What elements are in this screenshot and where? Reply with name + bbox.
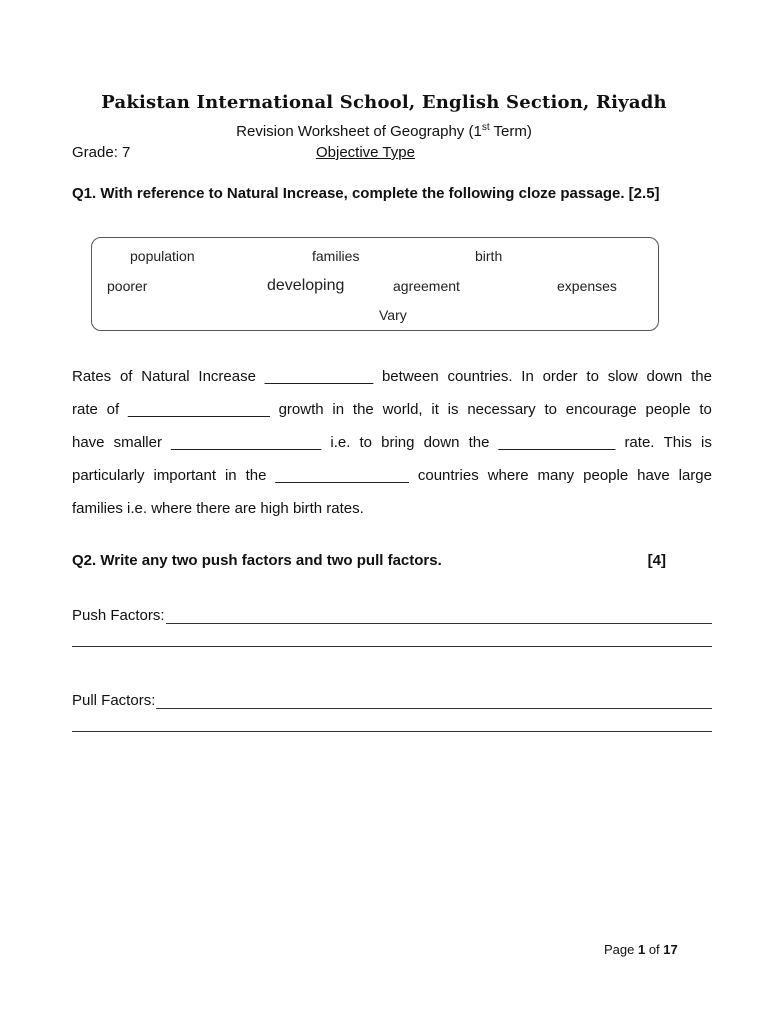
cloze-word: is (447, 401, 459, 418)
cloze-word: smaller (113, 434, 162, 451)
cloze-word: to (586, 368, 599, 385)
cloze-word: slow (607, 368, 638, 385)
grade-label: Grade: 7 (72, 144, 131, 161)
word-bank-item: agreement (393, 278, 460, 294)
worksheet-subtitle (0, 122, 768, 140)
cloze-word: of (106, 401, 120, 418)
cloze-word: is (701, 434, 712, 451)
page-current: 1 (637, 942, 646, 957)
word-bank-item: population (130, 248, 195, 264)
pull-factors-label: Pull Factors: (72, 692, 156, 709)
cloze-word: Rates (72, 368, 112, 385)
cloze-word: growth (278, 401, 324, 418)
word-bank-item: birth (475, 248, 503, 264)
word-bank-item: developing (267, 277, 345, 294)
cloze-word: This (663, 434, 692, 451)
cloze-blank[interactable]: ________________ (275, 467, 409, 484)
cloze-line (72, 399, 712, 432)
cloze-word: large (678, 467, 712, 484)
subtitle-superscript: st (481, 122, 490, 133)
cloze-blank[interactable]: ______________ (498, 434, 616, 451)
cloze-word: important (153, 467, 217, 484)
cloze-blank[interactable]: __________________ (171, 434, 322, 451)
cloze-line (72, 465, 712, 498)
cloze-word: the (691, 368, 712, 385)
page-word: Page (604, 942, 638, 957)
cloze-word: countries. (447, 368, 513, 385)
cloze-word: countries (417, 467, 479, 484)
cloze-blank[interactable]: _________________ (127, 401, 270, 418)
q1-heading: Q1. With reference to Natural Increase, complete the following cloze passage. [2.5] (72, 185, 660, 202)
cloze-word: to (544, 401, 557, 418)
cloze-word: where (487, 467, 529, 484)
cloze-word: between (381, 368, 439, 385)
push-factors-line-2[interactable] (72, 646, 712, 647)
word-bank-item: expenses (557, 278, 617, 294)
push-factors-label: Push Factors: (72, 607, 165, 624)
cloze-word: necessary (467, 401, 536, 418)
cloze-word: rate (72, 401, 98, 418)
cloze-word: in (224, 467, 237, 484)
school-title: Pakistan International School, English Section, Riyadh (101, 92, 667, 113)
section-type: Objective Type (316, 144, 415, 161)
word-bank-item: families (312, 248, 360, 264)
q2-heading (72, 552, 666, 569)
cloze-word: people (583, 467, 629, 484)
q2-heading-text: Q2. Write any two push factors and two pull factors. (72, 552, 442, 569)
subtitle-text: Revision Worksheet of Geography (1 (236, 123, 482, 140)
cloze-word: families i.e. where there are high birth rates. (72, 500, 364, 517)
cloze-word: order (542, 368, 578, 385)
cloze-word: have (637, 467, 670, 484)
cloze-passage (72, 366, 712, 531)
cloze-word: encourage (565, 401, 637, 418)
cloze-word: people (645, 401, 691, 418)
cloze-word: many (537, 467, 575, 484)
subtitle-text-end: Term) (489, 123, 532, 140)
cloze-word: in (332, 401, 345, 418)
page-of: of (645, 942, 664, 957)
q2-marks: [4] (647, 552, 666, 569)
cloze-word: down (423, 434, 460, 451)
cloze-word: Natural (141, 368, 190, 385)
cloze-word: the (468, 434, 490, 451)
cloze-word: world, (382, 401, 423, 418)
cloze-word: i.e. (330, 434, 351, 451)
cloze-word: rate. (624, 434, 655, 451)
push-factors-answer (72, 602, 712, 647)
cloze-word: of (119, 368, 133, 385)
cloze-blank[interactable]: _____________ (264, 368, 374, 385)
cloze-word: In (521, 368, 534, 385)
word-bank-item: poorer (107, 278, 148, 294)
cloze-word: bring (381, 434, 415, 451)
cloze-word: Increase (198, 368, 256, 385)
pull-factors-line-2[interactable] (72, 731, 712, 732)
page-total: 17 (663, 942, 678, 957)
word-bank-box (91, 237, 659, 331)
cloze-word: to (359, 434, 373, 451)
pull-factors-line[interactable] (156, 692, 712, 709)
cloze-word: the (352, 401, 374, 418)
push-factors-line[interactable] (166, 607, 712, 624)
word-bank-item: Vary (379, 307, 407, 323)
cloze-word: particularly (72, 467, 145, 484)
cloze-line (72, 432, 712, 465)
cloze-line (72, 366, 712, 399)
cloze-word: down (646, 368, 683, 385)
page-number (604, 942, 678, 957)
cloze-word: the (245, 467, 267, 484)
cloze-word: to (699, 401, 712, 418)
cloze-line (72, 498, 712, 531)
cloze-word: it (431, 401, 439, 418)
pull-factors-answer (72, 687, 712, 732)
cloze-word: have (72, 434, 105, 451)
